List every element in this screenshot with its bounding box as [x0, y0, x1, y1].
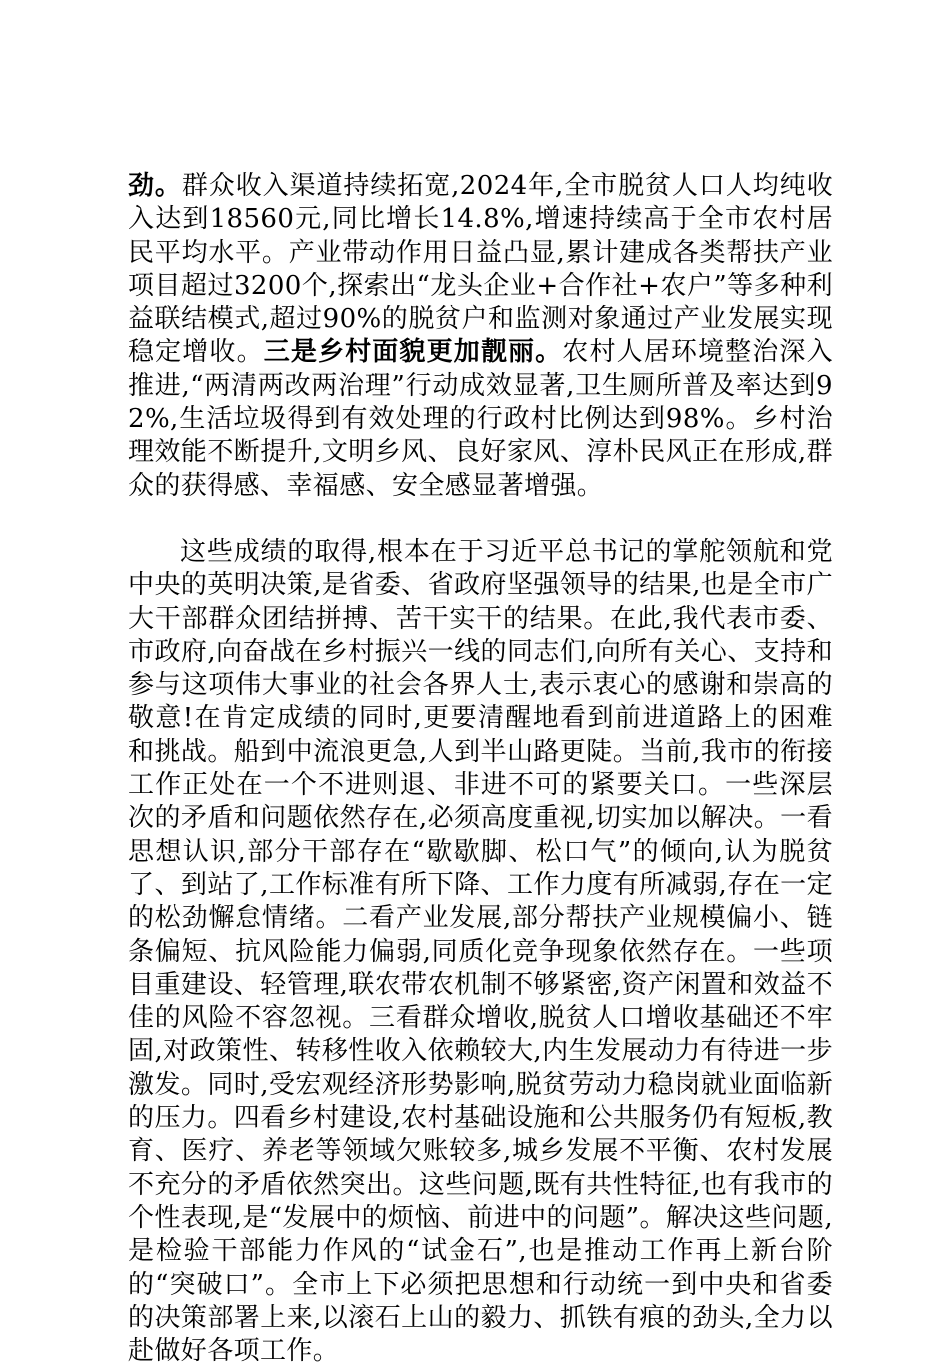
paragraph-text: 群众收入渠道持续拓宽,2024年,全市脱贫人口人均纯收入达到18560元,同比增长14.8%,增速持续高于全市农村居民平均水平。产业带动作用日益凸显,累计建成各类帮扶产业项目超过3200个,探索出“龙头企业+合作社+农户”等多种利益联结模式,超过90%的脱贫户和监测对象通过产业发展实现稳定增收。 — [128, 171, 833, 368]
paragraph-lead-bold: 劲。 — [128, 171, 182, 201]
document-page — [128, 170, 833, 1368]
section-heading-rural-appearance: 三是乡村面貌更加靓丽。 — [263, 337, 563, 368]
paragraph-achievements — [128, 170, 833, 503]
paragraph-challenges: 这些成绩的取得,根本在于习近平总书记的掌舵领航和党中央的英明决策,是省委、省政府坚强领导的结果,也是全市广大干部群众团结拼搏、苦干实干的结果。在此,我代表市委、市政府,向奋战在乡村振兴一线的同志们,向所有关心、支持和参与这项伟大事业的社会各界人士,表示衷心的感谢和崇高的敬意!在肯定成绩的同时,更要清醒地看到前进道路上的困难和挑战。船到中流浪更急,人到半山路更陡。当前,我市的衔接工作正处在一个不进则退、非进不可的紧要关口。一些深层次的矛盾和问题依然存在,必须高度重视,切实加以解决。一看思想认识,部分干部存在“歇歇脚、松口气”的倾向,认为脱贫了、到站了,工作标准有所下降、工作力度有所减弱,存在一定的松劲懈怠情绪。二看产业发展,部分帮扶产业规模偏小、链条偏短、抗风险能力偏弱,同质化竞争现象依然存在。一些项目重建设、轻管理,联农带农机制不够紧密,资产闲置和效益不佳的风险不容忽视。三看群众增收,脱贫人口增收基础还不牢固,对政策性、转移性收入依赖较大,内生发展动力有待进一步激发。同时,受宏观经济形势影响,脱贫劳动力稳岗就业面临新的压力。四看乡村建设,农村基础设施和公共服务仍有短板,教育、医疗、养老等领域欠账较多,城乡发展不平衡、农村发展不充分的矛盾依然突出。这些问题,既有共性特征,也有我市的个性表现,是“发展中的烦恼、前进中的问题”。解决这些问题,是检验干部能力作风的“试金石”,也是推动工作再上新台阶的“突破口”。全市上下必须把思想和行动统一到中央和省委的决策部署上来,以滚石上山的毅力、抓铁有痕的劲头,全力以赴做好各项工作。 — [128, 536, 833, 1367]
paragraph-text: 农村人居环境整治深入推进,“两清两改两治理”行动成效显著,卫生厕所普及率达到92%,生活垃圾得到有效处理的行政村比例达到98%。乡村治理效能不断提升,文明乡风、良好家风、淳朴民风正在形成,群众的获得感、幸福感、安全感显著增强。 — [128, 337, 833, 501]
